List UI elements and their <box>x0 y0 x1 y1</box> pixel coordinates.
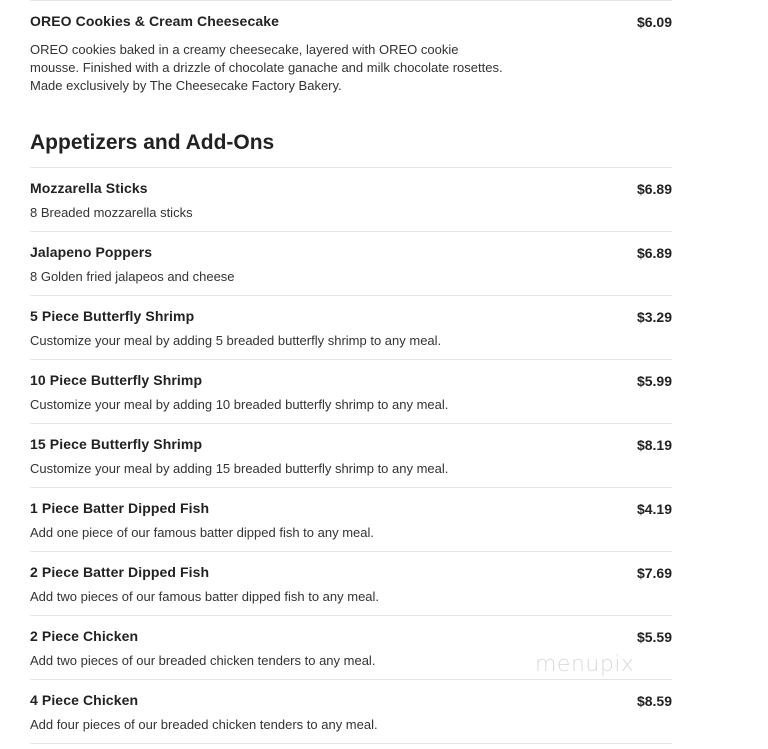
item-name: 10 Piece Butterfly Shrimp <box>30 372 203 388</box>
item-name: 2 Piece Chicken <box>30 628 139 644</box>
item-price: $6.89 <box>636 245 672 261</box>
item-price: $6.89 <box>636 181 672 197</box>
menu-item <box>30 360 672 424</box>
item-description: Customize your meal by adding 10 breaded butterfly shrimp to any meal. <box>30 397 449 412</box>
item-description: Add two pieces of our breaded chicken tenders to any meal. <box>30 653 376 668</box>
item-header <box>30 628 672 645</box>
item-description: OREO cookies baked in a creamy cheesecake, layered with OREO cookie mousse. Finished with a drizzle of chocolate ganache and milk chocolate rosettes. Made exclusively by The Cheesecake Factory Bakery. <box>30 42 503 93</box>
item-name: 5 Piece Butterfly Shrimp <box>30 308 195 324</box>
menupix-watermark: menupix <box>535 652 635 677</box>
item-name: 4 Piece Chicken <box>30 692 139 708</box>
item-header <box>30 244 672 261</box>
item-header <box>30 436 672 453</box>
item-description: 8 Golden fried jalapeos and cheese <box>30 269 235 284</box>
item-description: Add one piece of our famous batter dipped fish to any meal. <box>30 525 374 540</box>
menu-item <box>30 296 672 360</box>
item-name: 15 Piece Butterfly Shrimp <box>30 436 203 452</box>
top-divider <box>30 0 672 1</box>
item-name: 1 Piece Batter Dipped Fish <box>30 500 210 516</box>
item-header <box>30 180 672 197</box>
item-price: $7.69 <box>636 565 672 581</box>
item-header <box>30 372 672 389</box>
menu-item <box>30 232 672 296</box>
item-header <box>30 564 672 581</box>
item-description: Customize your meal by adding 5 breaded butterfly shrimp to any meal. <box>30 333 442 348</box>
item-header <box>30 692 672 709</box>
item-price: $6.09 <box>636 14 672 30</box>
item-header <box>30 500 672 517</box>
item-name: Jalapeno Poppers <box>30 244 153 260</box>
menu-item-oreo-cheesecake <box>30 13 672 131</box>
item-name: Mozzarella Sticks <box>30 180 148 196</box>
item-description: Add two pieces of our famous batter dipped fish to any meal. <box>30 589 380 604</box>
item-price: $4.19 <box>636 501 672 517</box>
menu-item <box>30 552 672 616</box>
item-name: OREO Cookies & Cream Cheesecake <box>30 13 279 29</box>
item-price: $8.59 <box>636 693 672 709</box>
menu-item <box>30 488 672 552</box>
menu-item <box>30 424 672 488</box>
item-name: 2 Piece Batter Dipped Fish <box>30 564 210 580</box>
section-title-appetizers: Appetizers and Add-Ons <box>30 131 672 168</box>
item-price: $5.99 <box>636 373 672 389</box>
item-description: Customize your meal by adding 15 breaded butterfly shrimp to any meal. <box>30 461 449 476</box>
item-price: $8.19 <box>636 437 672 453</box>
menu-item <box>30 168 672 232</box>
menu-content <box>30 0 672 744</box>
item-price: $5.59 <box>636 629 672 645</box>
item-description: 8 Breaded mozzarella sticks <box>30 205 193 220</box>
item-header <box>30 13 672 30</box>
item-description: Add four pieces of our breaded chicken tenders to any meal. <box>30 717 378 732</box>
menu-item <box>30 680 672 744</box>
item-price: $3.29 <box>636 309 672 325</box>
item-header <box>30 308 672 325</box>
